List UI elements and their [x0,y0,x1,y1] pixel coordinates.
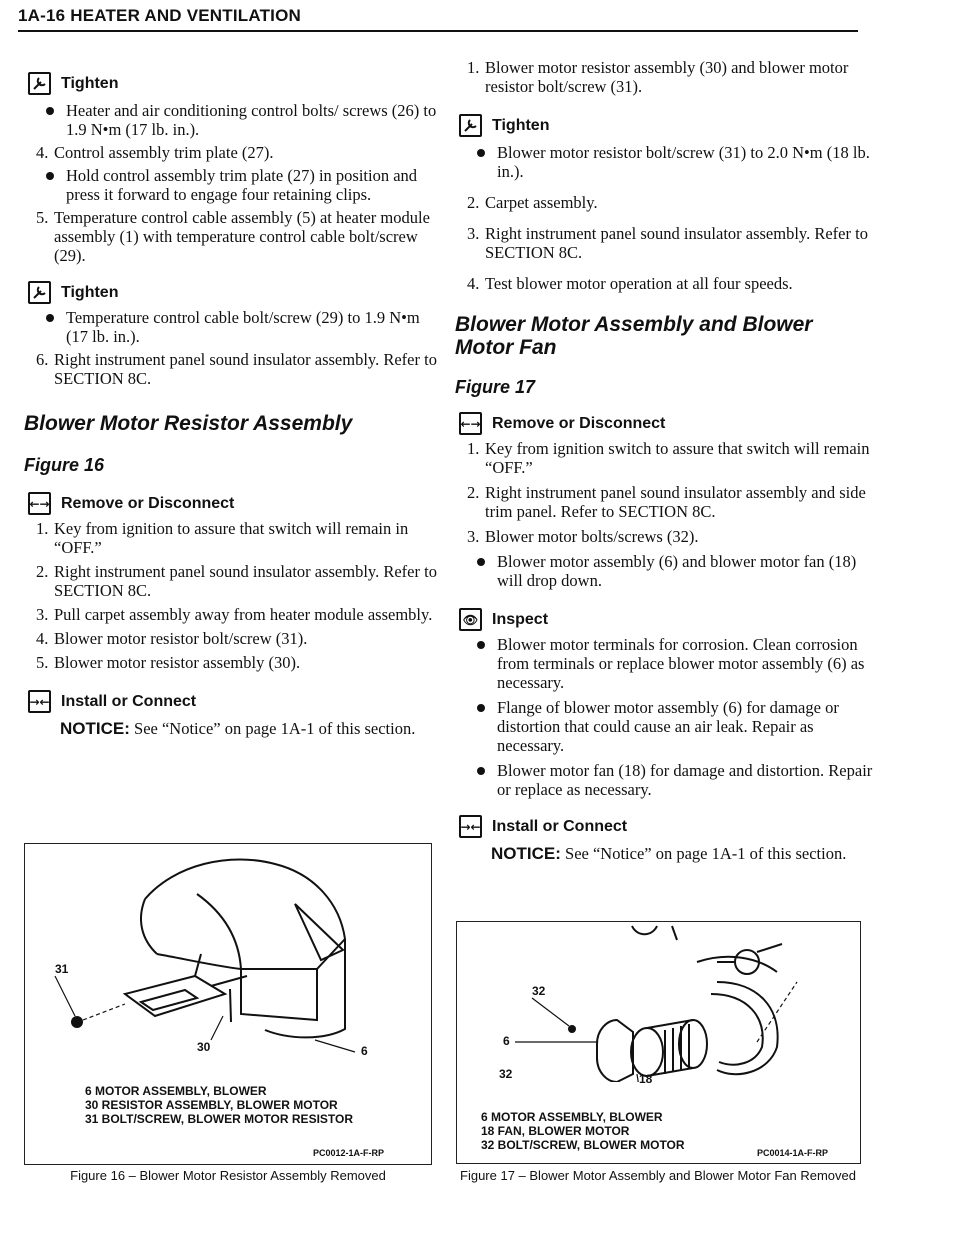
bullet-dot [46,172,54,180]
remove-arrows-icon: ←→ [28,492,51,515]
bullet-dot [477,558,485,566]
step-number: 3. [467,224,480,243]
bullet-dot [46,314,54,322]
step-text: Right instrument panel sound insulator assembly. Refer to SECTION 8C. [54,562,437,600]
step-number: 4. [467,274,480,293]
legend-item: 30 RESISTOR ASSEMBLY, BLOWER MOTOR [85,1098,338,1112]
tighten-bullet [455,143,875,181]
step-number: 2. [467,193,480,212]
step-4 [467,274,875,293]
step-4 [36,143,439,162]
bullet-text: Blower motor terminals for corrosion. Clean corrosion from terminals or replace blower motor assembly (6) as necessary. [497,635,865,692]
tighten-heading [28,281,439,304]
step-text: Blower motor resistor assembly (30) and blower motor resistor bolt/screw (31). [485,58,849,96]
legend-item: 32 BOLT/SCREW, BLOWER MOTOR [481,1138,685,1152]
install-heading [28,690,439,713]
inspect-bullet [455,761,875,799]
callout-6: 6 [361,1044,368,1058]
notice-word: NOTICE: [60,719,130,738]
callout-6: 6 [503,1034,510,1048]
notice-paragraph [491,844,875,863]
callout-30: 30 [197,1040,211,1054]
remove-steps [24,519,439,672]
figure-16-legend [85,1084,353,1126]
figure-17-box [456,921,861,1164]
step-text: Key from ignition switch to assure that switch will remain “OFF.” [485,439,870,477]
remove-step [467,483,875,521]
step-number: 5. [36,208,49,227]
step-text: Control assembly trim plate (27). [54,143,274,162]
callout-31: 31 [55,962,69,976]
callout-32: 32 [532,984,546,998]
step-number: 3. [467,527,480,546]
figure-17-legend [481,1110,685,1152]
tighten-label: Tighten [61,283,119,301]
install-label: Install or Connect [61,692,197,710]
bullet-dot [477,149,485,157]
section-title: Blower Motor Assembly and Blower Motor Fan [455,313,813,359]
step-4-bullet [24,166,439,204]
figure-17-code: PC0014-1A-F-RP [757,1148,829,1158]
right-column [455,58,875,863]
step-number: 1. [36,519,49,538]
inspect-label: Inspect [492,610,549,628]
inspect-bullet [455,635,875,692]
step-text: Pull carpet assembly away from heater module assembly. [54,605,433,624]
remove-step [36,629,439,648]
notice-word: NOTICE: [491,844,561,863]
bullet-dot [477,704,485,712]
legend-item: 6 MOTOR ASSEMBLY, BLOWER [85,1084,267,1098]
tighten-icon [28,72,51,95]
step-text: Key from ignition to assure that switch will remain in “OFF.” [54,519,409,557]
step-6 [36,350,439,388]
step-number: 1. [467,439,480,458]
figure-reference: Figure 17 [455,377,536,397]
remove-bullet [455,552,875,590]
callout-18: 18 [639,1072,653,1086]
remove-step [467,439,875,477]
remove-step [36,519,439,557]
step-5 [36,208,439,265]
figure-16-code: PC0012-1A-F-RP [313,1148,385,1158]
figure-reference: Figure 16 [24,455,105,475]
step-text: Blower motor resistor assembly (30). [54,653,301,672]
step-text: Right instrument panel sound insulator assembly. Refer to SECTION 8C. [485,224,868,262]
step-number: 4. [36,143,49,162]
legend-item: 6 MOTOR ASSEMBLY, BLOWER [481,1110,663,1124]
tighten-icon [28,281,51,304]
figure-17-caption: Figure 17 – Blower Motor Assembly and Blower Motor Fan Removed [460,1168,856,1183]
step-text: Right instrument panel sound insulator assembly and side trim panel. Refer to SECTION 8C. [485,483,866,521]
remove-steps [455,439,875,546]
inspect-bullet [455,698,875,755]
tighten-bullet [24,101,439,139]
step-3 [467,224,875,262]
step-number: 4. [36,629,49,648]
left-column [24,58,439,738]
callout-32: 32 [499,1067,513,1081]
tighten-heading [28,72,439,95]
remove-step [36,605,439,624]
tighten-icon [459,114,482,137]
step-number: 1. [467,58,480,77]
bullet-text: Temperature control cable bolt/screw (29) to 1.9 N•m (17 lb. in.). [66,308,420,346]
remove-arrows-icon: ←→ [459,412,482,435]
notice-text: See “Notice” on page 1A-1 of this section. [560,844,847,863]
inspect-eye-icon: 👁 [459,608,482,631]
remove-step [36,562,439,600]
bullet-text: Blower motor resistor bolt/screw (31) to 2.0 N•m (18 lb. in.). [497,143,870,181]
bullet-dot [477,767,485,775]
remove-step [467,527,875,546]
tighten-heading [459,114,875,137]
header-rule [18,30,858,32]
tighten-bullet [24,308,439,346]
step-2 [467,193,875,212]
bullet-text: Hold control assembly trim plate (27) in position and press it forward to engage four retaining clips. [66,166,418,204]
step-number: 2. [467,483,480,502]
install-heading [459,815,875,838]
legend-item: 18 FAN, BLOWER MOTOR [481,1124,630,1138]
figure-16-box [24,843,432,1165]
bullet-text: Blower motor assembly (6) and blower motor fan (18) will drop down. [497,552,857,590]
step-text: Blower motor bolts/screws (32). [485,527,699,546]
step-text: Temperature control cable assembly (5) at heater module assembly (1) with temperature control cable bolt/screw (29). [54,208,430,265]
bullet-dot [477,641,485,649]
section-title: Blower Motor Resistor Assembly [24,412,353,435]
bullet-text: Blower motor fan (18) for damage and distortion. Repair or replace as necessary. [497,761,873,799]
step-number: 3. [36,605,49,624]
notice-paragraph [60,719,439,738]
remove-step [36,653,439,672]
bullet-text: Heater and air conditioning control bolts/ screws (26) to 1.9 N•m (17 lb. in.). [66,101,437,139]
bullet-text: Flange of blower motor assembly (6) for damage or distortion that could cause an air leak. Repair as necessary. [497,698,839,755]
tighten-label: Tighten [492,116,550,134]
step-number: 6. [36,350,49,369]
figure-16-illustration [25,844,431,1074]
remove-label: Remove or Disconnect [492,414,666,432]
install-arrows-icon: →← [459,815,482,838]
step-1 [467,58,875,96]
step-number: 5. [36,653,49,672]
remove-heading [459,412,875,435]
page-header-title: 1A-16 HEATER AND VENTILATION [18,6,301,25]
remove-heading [28,492,439,515]
step-text: Carpet assembly. [485,193,598,212]
notice-text: See “Notice” on page 1A-1 of this section. [129,719,416,738]
figure-16-caption: Figure 16 – Blower Motor Resistor Assembly Removed [70,1168,386,1183]
inspect-heading [459,608,875,631]
figure-17-illustration [457,922,860,1082]
install-label: Install or Connect [492,817,628,835]
step-text: Right instrument panel sound insulator assembly. Refer to SECTION 8C. [54,350,437,388]
remove-label: Remove or Disconnect [61,494,235,512]
tighten-label: Tighten [61,74,119,92]
step-text: Test blower motor operation at all four speeds. [485,274,793,293]
bullet-dot [46,107,54,115]
step-text: Blower motor resistor bolt/screw (31). [54,629,308,648]
legend-item: 31 BOLT/SCREW, BLOWER MOTOR RESISTOR [85,1112,354,1126]
install-arrows-icon: →← [28,690,51,713]
step-number: 2. [36,562,49,581]
